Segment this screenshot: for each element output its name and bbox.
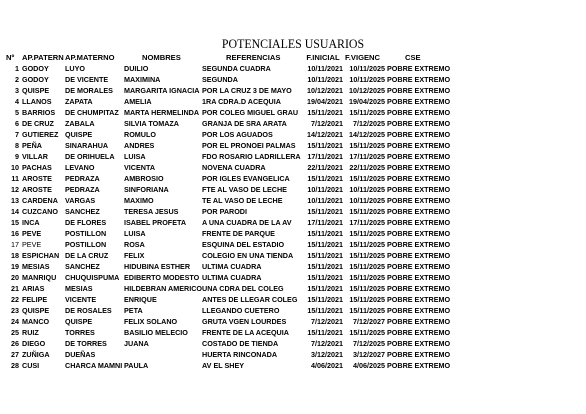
cell-no: 21 (11, 284, 19, 293)
cell-referencias: SEGUNDA (202, 75, 238, 84)
cell-referencias: COLEGIO EN UNA TIENDA (202, 251, 294, 260)
cell-f-inicial: 15/11/2021 (307, 328, 343, 337)
cell-nombres: VICENTA (124, 163, 156, 172)
table-row (6, 140, 457, 151)
cell-ap-materno: DE TORRES (65, 339, 107, 348)
cell-nombres: MAXIMO (124, 196, 154, 205)
cell-f-inicial: 15/11/2021 (307, 284, 343, 293)
cell-ap-materno: DE ROSALES (65, 306, 112, 315)
cell-ap-materno: VICENTE (65, 295, 97, 304)
cell-ap-materno: POSTILLON (65, 240, 107, 249)
cell-no: 11 (11, 174, 19, 183)
cell-referencias: ANTES DE LLEGAR COLEG (202, 295, 298, 304)
cell-f-inicial: 7/12/2021 (311, 119, 343, 128)
table-row (6, 195, 457, 206)
cell-f-vigenc: 7/12/2025 (353, 339, 385, 348)
cell-ap-paterno: PEVE (22, 240, 42, 249)
cell-no: 17 (11, 240, 19, 249)
cell-referencias: SEGUNDA CUADRA (202, 64, 271, 73)
cell-cse: POBRE EXTREMO (387, 339, 451, 348)
cell-referencias: NOVENA CUADRA (202, 163, 266, 172)
cell-ap-paterno: CUZCANO (22, 207, 58, 216)
cell-cse: POBRE EXTREMO (387, 207, 451, 216)
cell-nombres: ISABEL PROFETA (124, 218, 187, 227)
cell-ap-paterno: QUISPE (22, 86, 50, 95)
cell-f-inicial: 15/11/2021 (307, 251, 343, 260)
cell-nombres: ROSA (124, 240, 145, 249)
cell-ap-materno: DUEÑAS (65, 350, 96, 359)
table-row (6, 96, 457, 107)
table-row (6, 305, 457, 316)
cell-ap-materno: ZABALA (65, 119, 95, 128)
cell-ap-materno: SANCHEZ (65, 207, 100, 216)
cell-f-vigenc: 15/11/2025 (349, 207, 385, 216)
cell-ap-paterno: CUSI (22, 361, 40, 370)
cell-ap-materno: ZAPATA (65, 97, 93, 106)
table-header-row (6, 52, 457, 63)
cell-cse: POBRE EXTREMO (387, 328, 451, 337)
cell-referencias: GRANJA DE SRA ARATA (202, 119, 287, 128)
cell-f-inicial: 10/11/2021 (307, 75, 343, 84)
cell-ap-materno: MESIAS (65, 284, 93, 293)
cell-no: 3 (15, 86, 19, 95)
cell-f-inicial: 7/12/2021 (311, 339, 343, 348)
cell-ap-paterno: VILLAR (22, 152, 48, 161)
cell-ap-paterno: PACHAS (22, 163, 52, 172)
cell-referencias: AV EL SHEY (202, 361, 245, 370)
cell-no: 12 (11, 185, 19, 194)
cell-no: 19 (11, 262, 19, 271)
users-table (6, 52, 457, 371)
cell-cse: POBRE EXTREMO (387, 317, 451, 326)
cell-cse: POBRE EXTREMO (387, 75, 451, 84)
cell-nombres (124, 349, 202, 360)
cell-cse: POBRE EXTREMO (387, 86, 451, 95)
cell-no: 2 (15, 75, 19, 84)
cell-f-inicial: 19/04/2021 (307, 97, 343, 106)
cell-no: 7 (15, 130, 19, 139)
cell-cse: POBRE EXTREMO (387, 152, 451, 161)
cell-cse: POBRE EXTREMO (387, 306, 451, 315)
cell-f-inicial: 15/11/2021 (307, 141, 343, 150)
cell-nombres: SILVIA TOMAZA (124, 119, 179, 128)
cell-no: 28 (11, 361, 19, 370)
cell-ap-paterno: AROSTE (22, 185, 52, 194)
cell-nombres: ANDRES (124, 141, 155, 150)
cell-referencias: POR COLEG MIGUEL GRAU (202, 108, 299, 117)
table-row (6, 129, 457, 140)
cell-f-vigenc: 7/12/2025 (353, 119, 385, 128)
cell-f-inicial: 10/11/2021 (307, 196, 343, 205)
cell-referencias: POR LA CRUZ 3 DE MAYO (202, 86, 292, 95)
header-nombres: NOMBRES (142, 53, 181, 62)
table-row (6, 228, 457, 239)
cell-ap-materno: QUISPE (65, 317, 93, 326)
cell-ap-paterno: DE CRUZ (22, 119, 54, 128)
cell-f-vigenc: 15/11/2025 (349, 284, 385, 293)
cell-f-inicial: 4/06/2021 (311, 361, 343, 370)
cell-f-inicial: 15/11/2021 (307, 207, 343, 216)
cell-nombres: AMBROSIO (124, 174, 164, 183)
cell-cse: POBRE EXTREMO (387, 174, 451, 183)
cell-cse: POBRE EXTREMO (387, 251, 451, 260)
cell-referencias: FTE AL VASO DE LECHE (202, 185, 287, 194)
cell-f-vigenc: 17/11/2025 (349, 218, 385, 227)
table-row (6, 316, 457, 327)
cell-f-inicial: 15/11/2021 (307, 273, 343, 282)
cell-nombres: HILDEBRAN AMERICO (124, 284, 202, 293)
cell-no: 25 (11, 328, 19, 337)
cell-f-vigenc: 19/04/2025 (349, 97, 385, 106)
cell-f-inicial: 10/11/2021 (307, 64, 343, 73)
table-row (6, 206, 457, 217)
cell-f-inicial: 17/11/2021 (307, 218, 343, 227)
cell-ap-paterno: FELIPE (22, 295, 48, 304)
cell-nombres: MAXIMINA (124, 75, 161, 84)
table-row (6, 184, 457, 195)
cell-no: 20 (11, 273, 19, 282)
cell-ap-paterno: GODOY (22, 75, 49, 84)
cell-ap-materno: DE LA CRUZ (65, 251, 109, 260)
cell-no: 14 (11, 207, 19, 216)
cell-referencias: FRENTE DE PARQUE (202, 229, 275, 238)
cell-cse: POBRE EXTREMO (387, 141, 451, 150)
cell-no: 24 (11, 317, 19, 326)
cell-ap-materno: PEDRAZA (65, 174, 100, 183)
cell-referencias: FRENTE DE LA ACEQUIA (202, 328, 289, 337)
cell-no: 10 (11, 163, 19, 172)
cell-f-vigenc: 10/12/2025 (349, 86, 385, 95)
cell-cse: POBRE EXTREMO (387, 119, 451, 128)
cell-no: 6 (15, 119, 19, 128)
header-ap-paterno: AP.PATERN (22, 53, 64, 62)
table-row (6, 283, 457, 294)
cell-ap-paterno: ZUÑIGA (22, 350, 50, 359)
cell-ap-materno: CHARCA MAMNI (65, 361, 123, 370)
cell-no: 15 (11, 218, 19, 227)
cell-cse: POBRE EXTREMO (387, 262, 451, 271)
cell-no: 22 (11, 295, 19, 304)
cell-nombres: FELIX SOLANO (124, 317, 178, 326)
cell-cse: POBRE EXTREMO (387, 229, 451, 238)
cell-f-vigenc: 15/11/2025 (349, 108, 385, 117)
cell-f-inicial: 17/11/2021 (307, 152, 343, 161)
cell-nombres: MARGARITA IGNACIA (124, 86, 200, 95)
cell-ap-materno: QUISPE (65, 130, 93, 139)
cell-ap-materno: LEVANO (65, 163, 95, 172)
cell-ap-paterno: DIEGO (22, 339, 46, 348)
cell-nombres: PETA (124, 306, 143, 315)
cell-referencias: POR EL PRONOEI PALMAS (202, 141, 296, 150)
cell-f-vigenc: 15/11/2025 (349, 229, 385, 238)
cell-ap-materno: LUYO (65, 64, 85, 73)
table-row (6, 118, 457, 129)
cell-ap-paterno: AROSTE (22, 174, 52, 183)
cell-nombres: PAULA (124, 361, 149, 370)
cell-referencias: 1RA CDRA.D ACEQUIA (202, 97, 281, 106)
cell-ap-materno: CHUQUISPUMA (65, 273, 120, 282)
document-title: POTENCIALES USUARIOS (221, 37, 365, 51)
cell-no: 13 (11, 196, 19, 205)
cell-ap-paterno: BARRIOS (22, 108, 56, 117)
cell-cse: POBRE EXTREMO (387, 163, 451, 172)
cell-ap-paterno: CARDENA (22, 196, 58, 205)
cell-f-inicial: 15/11/2021 (307, 108, 343, 117)
cell-no: 27 (11, 350, 19, 359)
cell-f-vigenc: 15/11/2025 (349, 295, 385, 304)
cell-f-vigenc: 17/11/2025 (349, 152, 385, 161)
cell-ap-materno: DE ORIHUELA (65, 152, 115, 161)
cell-f-inicial: 15/11/2021 (307, 306, 343, 315)
cell-ap-materno: SINARAHUA (65, 141, 109, 150)
cell-f-inicial: 15/11/2021 (307, 295, 343, 304)
header-no: Nº (6, 53, 15, 62)
table-row (6, 261, 457, 272)
cell-nombres: ROMULO (124, 130, 156, 139)
cell-f-inicial: 15/11/2021 (307, 174, 343, 183)
cell-f-inicial: 10/12/2021 (307, 86, 343, 95)
table-row (6, 250, 457, 261)
cell-f-inicial: 3/12/2021 (311, 350, 343, 359)
cell-f-vigenc: 10/11/2025 (349, 185, 385, 194)
cell-ap-materno: DE VICENTE (65, 75, 109, 84)
cell-f-vigenc: 7/12/2027 (353, 317, 385, 326)
cell-f-vigenc: 22/11/2025 (349, 163, 385, 172)
cell-f-vigenc: 15/11/2025 (349, 273, 385, 282)
cell-cse: POBRE EXTREMO (387, 130, 451, 139)
cell-cse: POBRE EXTREMO (387, 350, 451, 359)
cell-f-inicial: 15/11/2021 (307, 262, 343, 271)
cell-ap-paterno: INCA (22, 218, 40, 227)
cell-ap-paterno: ARIAS (22, 284, 45, 293)
cell-nombres: JUANA (124, 339, 149, 348)
table-row (6, 349, 457, 360)
cell-no: 16 (11, 229, 19, 238)
cell-f-vigenc: 10/11/2025 (349, 196, 385, 205)
cell-f-inicial: 22/11/2021 (307, 163, 343, 172)
cell-ap-paterno: GUTIEREZ (22, 130, 59, 139)
cell-referencias: ULTIMA CUADRA (202, 262, 262, 271)
cell-nombres: BASILIO MELECIO (124, 328, 188, 337)
cell-no: 18 (11, 251, 19, 260)
cell-f-vigenc: 4/06/2025 (353, 361, 385, 370)
cell-referencias: A UNA CUADRA DE LA AV (202, 218, 292, 227)
header-cse: CSE (405, 53, 421, 62)
cell-no: 23 (11, 306, 19, 315)
table-row (6, 327, 457, 338)
table-row (6, 294, 457, 305)
cell-nombres: MARTA HERMELINDA (124, 108, 200, 117)
cell-ap-paterno: MANRIQU (22, 273, 57, 282)
cell-ap-paterno: LLANOS (22, 97, 52, 106)
table-row (6, 173, 457, 184)
cell-cse: POBRE EXTREMO (387, 97, 451, 106)
cell-f-vigenc: 10/11/2025 (349, 75, 385, 84)
cell-f-vigenc: 15/11/2025 (349, 306, 385, 315)
cell-ap-paterno: PEVE (22, 229, 42, 238)
cell-cse: POBRE EXTREMO (387, 196, 451, 205)
cell-no: 1 (15, 64, 19, 73)
cell-cse: POBRE EXTREMO (387, 218, 451, 227)
cell-referencias: ULTIMA CUADRA (202, 273, 262, 282)
table-row (6, 360, 457, 371)
cell-referencias: GRUTA VGEN LOURDES (202, 317, 287, 326)
cell-f-vigenc: 15/11/2025 (349, 174, 385, 183)
header-f-vigenc: F.VIGENC (345, 53, 381, 62)
cell-f-vigenc: 15/11/2025 (349, 328, 385, 337)
cell-f-vigenc: 15/11/2025 (349, 141, 385, 150)
cell-nombres: DUILIO (124, 64, 149, 73)
header-referencias: REFERENCIAS (226, 53, 281, 62)
cell-f-inicial: 15/11/2021 (307, 229, 343, 238)
cell-f-inicial: 7/12/2021 (311, 317, 343, 326)
table-row (6, 272, 457, 283)
table-row (6, 85, 457, 96)
cell-referencias: POR PARODI (202, 207, 247, 216)
cell-f-vigenc: 3/12/2027 (353, 350, 385, 359)
cell-ap-materno: TORRES (65, 328, 95, 337)
cell-cse: POBRE EXTREMO (387, 64, 451, 73)
cell-referencias: POR LOS AGUADOS (202, 130, 273, 139)
cell-nombres: LUISA (124, 229, 146, 238)
cell-referencias: ESQUINA DEL ESTADIO (202, 240, 285, 249)
cell-ap-paterno: PEÑA (22, 141, 42, 150)
cell-referencias: POR IGLES EVANGELICA (202, 174, 290, 183)
cell-cse: POBRE EXTREMO (387, 108, 451, 117)
table-row (6, 162, 457, 173)
cell-no: 5 (15, 108, 19, 117)
cell-ap-materno: DE MORALES (65, 86, 113, 95)
cell-f-vigenc: 15/11/2025 (349, 262, 385, 271)
cell-nombres: EDIBERTO MODESTO (124, 273, 200, 282)
cell-referencias: LLEGANDO CUETERO (202, 306, 280, 315)
cell-nombres: ENRIQUE (124, 295, 157, 304)
cell-nombres: TERESA JESUS (124, 207, 179, 216)
cell-f-vigenc: 10/11/2025 (349, 64, 385, 73)
cell-nombres: AMELIA (124, 97, 152, 106)
cell-ap-materno: POSTILLON (65, 229, 107, 238)
cell-ap-paterno: ESPICHAN (22, 251, 60, 260)
cell-f-vigenc: 15/11/2025 (349, 251, 385, 260)
table-row (6, 63, 457, 74)
cell-ap-materno: PEDRAZA (65, 185, 100, 194)
table-row (6, 151, 457, 162)
cell-ap-materno: SANCHEZ (65, 262, 100, 271)
cell-cse: POBRE EXTREMO (387, 295, 451, 304)
cell-ap-materno: DE CHUMPITAZ (65, 108, 119, 117)
cell-referencias: COSTADO DE TIENDA (202, 339, 279, 348)
cell-nombres: SINFORIANA (124, 185, 169, 194)
table-row (6, 338, 457, 349)
cell-ap-paterno: RUIZ (22, 328, 39, 337)
table-row (6, 74, 457, 85)
cell-cse: POBRE EXTREMO (387, 273, 451, 282)
cell-ap-materno: VARGAS (65, 196, 96, 205)
cell-nombres: FELIX (124, 251, 145, 260)
cell-ap-paterno: MESIAS (22, 262, 50, 271)
table-body (6, 63, 457, 371)
cell-cse: POBRE EXTREMO (387, 361, 451, 370)
users-table-container (6, 52, 457, 371)
cell-referencias: HUERTA RINCONADA (202, 350, 278, 359)
header-f-inicial: F.INICIAL (306, 53, 340, 62)
cell-f-vigenc: 14/12/2025 (349, 130, 385, 139)
cell-cse: POBRE EXTREMO (387, 185, 451, 194)
cell-nombres: LUISA (124, 152, 146, 161)
cell-no: 4 (15, 97, 19, 106)
cell-no: 26 (11, 339, 19, 348)
header-ap-materno: AP.MATERNO (65, 53, 115, 62)
cell-referencias: TE AL VASO DE LECHE (202, 196, 283, 205)
cell-nombres: HIDUBINA ESTHER (124, 262, 191, 271)
cell-cse: POBRE EXTREMO (387, 240, 451, 249)
cell-f-inicial: 14/12/2021 (307, 130, 343, 139)
cell-f-inicial: 10/11/2021 (307, 185, 343, 194)
cell-f-vigenc: 15/11/2025 (349, 240, 385, 249)
cell-f-inicial: 15/11/2021 (307, 240, 343, 249)
cell-ap-paterno: GODOY (22, 64, 49, 73)
cell-cse: POBRE EXTREMO (387, 284, 451, 293)
cell-referencias: UNA CDRA DEL COLEG (202, 284, 284, 293)
table-row (6, 239, 457, 250)
cell-ap-materno: DE FLORES (65, 218, 107, 227)
cell-ap-paterno: QUISPE (22, 306, 50, 315)
table-row (6, 217, 457, 228)
cell-no: 9 (15, 152, 19, 161)
cell-no: 8 (15, 141, 19, 150)
cell-referencias: FDO ROSARIO LADRILLERA (202, 152, 301, 161)
cell-ap-paterno: MANCO (22, 317, 50, 326)
table-row (6, 107, 457, 118)
